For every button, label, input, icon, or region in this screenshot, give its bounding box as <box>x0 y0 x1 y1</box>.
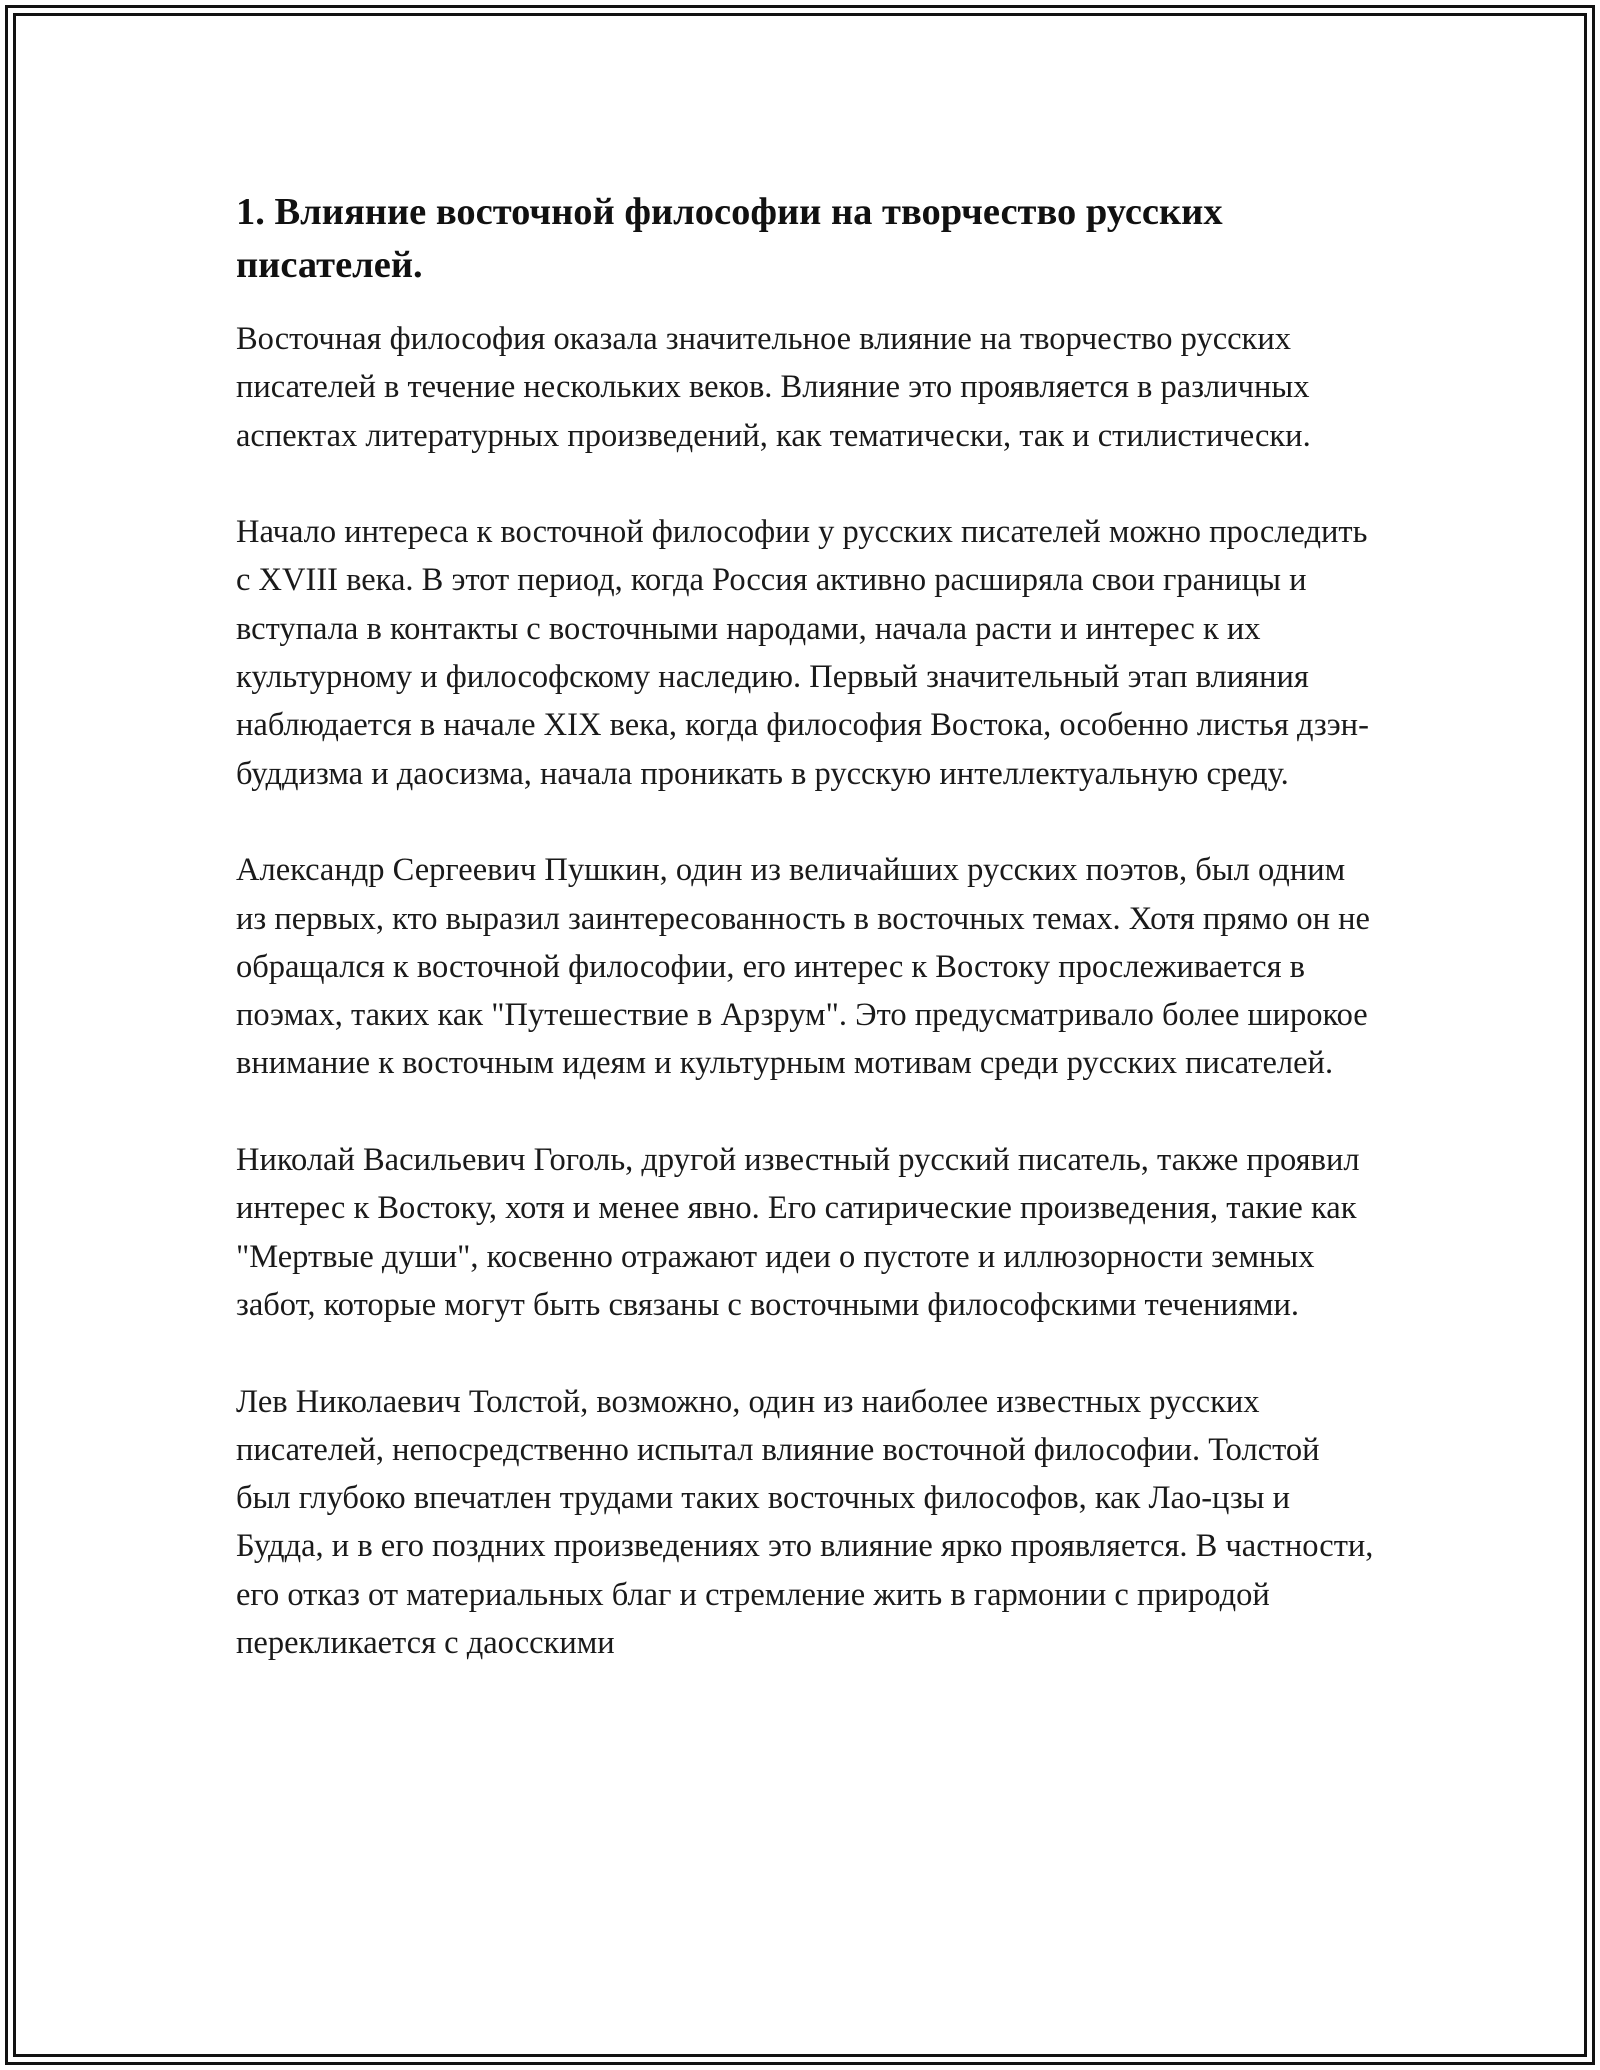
paragraph-intro: Восточная философия оказала значительное влияние на творчество русских писателей в течение нескольких веков. Влияние это проявляется в различных аспектах литературных произведений, как тематически, так и стилистически. <box>236 321 1311 454</box>
document-body <box>236 186 1376 1667</box>
paragraph-tolstoy: Лев Николаевич Толстой, возможно, один из наиболее известных русских писателей, непосредственно испытал влияние восточной философии. Толстой был глубоко впечатлен трудами таких восточных философов, как Лао-цзы и Будда, и в его поздних произведениях это влияние ярко проявляется. В частности, его отказ от материальных благ и стремление жить в гармонии с природой перекликается с даосскими <box>236 1383 1374 1662</box>
section-heading: 1. Влияние восточной философии на творчество русских писателей. <box>236 191 1223 286</box>
paragraph-gogol: Николай Васильевич Гоголь, другой известный русский писатель, также проявил интерес к Востоку, хотя и менее явно. Его сатирические произведения, такие как "Мертвые души", косвенно отражают идеи о пустоте и иллюзорности земных забот, которые могут быть связаны с восточными философскими течениями. <box>236 1142 1360 1323</box>
paragraph-pushkin: Александр Сергеевич Пушкин, один из величайших русских поэтов, был одним из первых, кто выразил заинтересованность в восточных темах. Хотя прямо он не обращался к восточной философии, его интерес к Востоку прослеживается в поэмах, таких как "Путешествие в Арзрум". Это предусматривало более широкое внимание к восточным идеям и культурным мотивам среди русских писателей. <box>236 852 1370 1082</box>
paragraph-origins: Начало интереса к восточной философии у русских писателей можно проследить с XVIII века. В этот период, когда Россия активно расширяла свои границы и вступала в контакты с восточными народами, начала расти и интерес к их культурному и философскому наследию. Первый значительный этап влияния наблюдается в начале XIX века, когда философия Востока, особенно листья дзэн-буддизма и даосизма, начала проникать в русскую интеллектуальную среду. <box>236 514 1369 792</box>
